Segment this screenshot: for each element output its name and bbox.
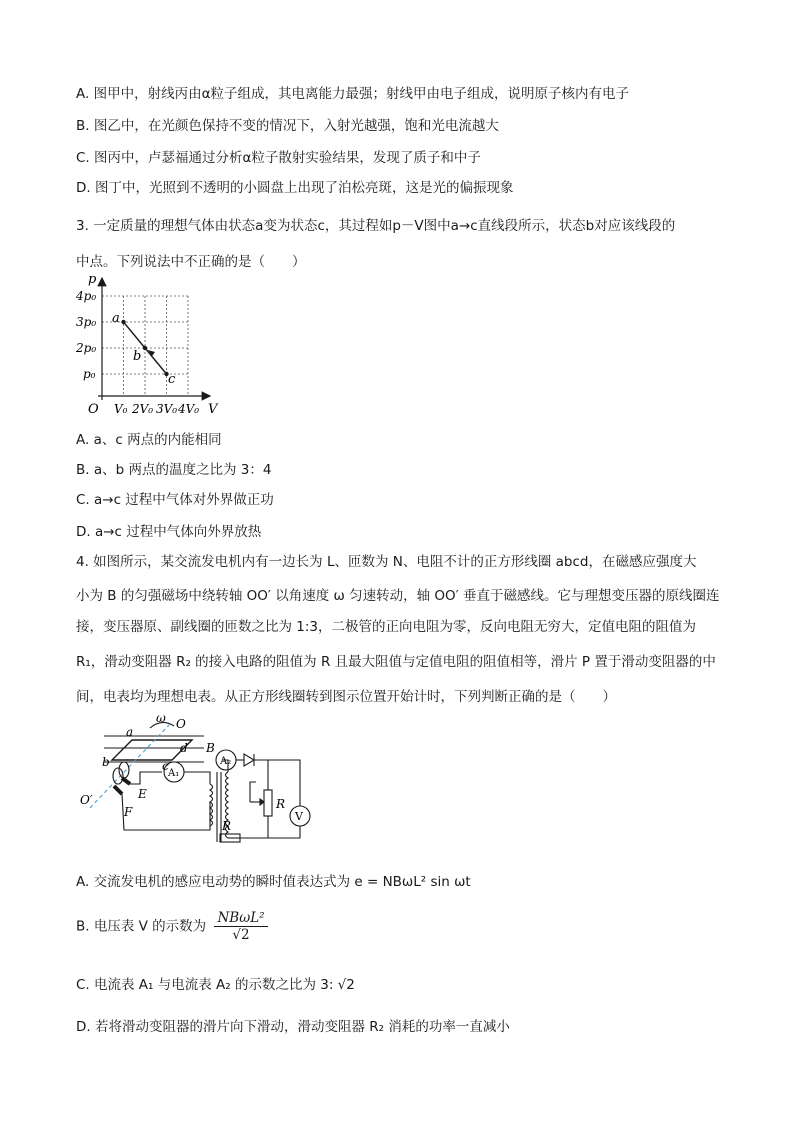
fraction-denominator: √2 — [232, 927, 250, 943]
q4-stem-line4: R₁，滑动变阻器 R₂ 的接入电路的阻值为 R 且最大阻值与定值电阻的阻值相等，滑片 P 置于滑动变阻器的中 — [76, 654, 716, 670]
wire — [228, 826, 300, 838]
svg-text:R: R — [222, 819, 232, 833]
point-a — [121, 320, 125, 324]
svg-text:d: d — [180, 741, 188, 755]
svg-text:V: V — [295, 810, 303, 823]
svg-text:O: O — [176, 717, 186, 731]
wire — [122, 794, 210, 830]
q4-stem-line1: 4. 如图所示，某交流发电机内有一边长为 L、匝数为 N、电阻不计的正方形线圈 abcd，在磁感应强度大 — [76, 554, 697, 570]
svg-text:B: B — [206, 741, 215, 755]
slip-ring — [119, 762, 129, 778]
point-b — [143, 346, 147, 350]
origin-label: O — [88, 402, 99, 417]
svg-text:A₁: A₁ — [168, 768, 180, 779]
wire — [130, 772, 162, 784]
v-axis-label: V — [208, 402, 218, 417]
pv-graph — [76, 270, 236, 422]
svg-text:R: R — [276, 797, 286, 811]
q4-option-b-prefix: B. 电压表 V 的示数为 — [76, 918, 207, 935]
x-tick: 4V₀ — [178, 402, 200, 416]
y-tick: 2p₀ — [76, 341, 97, 355]
y-tick: p₀ — [83, 367, 96, 381]
svg-text:E: E — [138, 787, 147, 801]
q4-option-b — [76, 910, 268, 943]
q3-option-c: C. a→c 过程中气体对外界做正功 — [76, 492, 274, 508]
q4-stem-line2: 小为 B 的匀强磁场中绕转轴 OO′ 以角速度 ω 匀速转动，轴 OO′ 垂直于磁感线。它与理想变压器的原线圈连 — [76, 588, 720, 604]
svg-text:A₂: A₂ — [220, 756, 232, 767]
fraction-numerator: NBωL² — [214, 910, 267, 927]
q2-option-b: B. 图乙中，在光颜色保持不变的情况下，入射光越强，饱和光电流越大 — [76, 118, 499, 134]
point-c-label: c — [168, 372, 176, 387]
svg-text:b: b — [102, 755, 110, 769]
q3-stem-line2: 中点。下列说法中不正确的是（ ） — [76, 254, 306, 270]
slip-ring — [113, 768, 123, 784]
svg-text:a: a — [126, 725, 134, 739]
q4-option-c: C. 电流表 A₁ 与电流表 A₂ 的示数之比为 3: √2 — [76, 977, 355, 993]
svg-text:F: F — [124, 805, 133, 819]
p-axis-label: p — [88, 272, 97, 287]
svg-text:ω: ω — [156, 712, 166, 725]
q3-option-b: B. a、b 两点的温度之比为 3：4 — [76, 462, 272, 478]
generator-circuit-diagram — [80, 712, 330, 848]
y-tick: 4p₀ — [76, 289, 97, 303]
wire — [250, 782, 256, 802]
point-a-label: a — [112, 311, 120, 326]
q2-option-d: D. 图丁中，光照到不透明的小圆盘上出现了泊松亮斑，这是光的偏振现象 — [76, 180, 514, 196]
point-b-label: b — [133, 349, 142, 364]
q4-option-b-fraction — [214, 910, 267, 943]
y-tick: 3p₀ — [76, 315, 97, 329]
diode — [244, 754, 254, 766]
x-tick: V₀ — [114, 402, 128, 416]
wire — [184, 772, 210, 784]
svg-text:O′: O′ — [80, 793, 93, 807]
q3-stem-line1: 3. 一定质量的理想气体由状态a变为状态c，其过程如p－V图中a→c直线段所示，状态b对应该线段的 — [76, 218, 676, 234]
q4-stem-line3: 接，变压器原、副线圈的匝数之比为 1:3，二极管的正向电阻为零，反向电阻无穷大，定值电阻的阻值为 — [76, 619, 697, 635]
brush-f — [114, 786, 122, 794]
q4-stem-line5: 间，电表均为理想电表。从正方形线圈转到图示位置开始计时，下列判断正确的是（ ） — [76, 689, 616, 705]
q4-option-a: A. 交流发电机的感应电动势的瞬时值表达式为 e = NBωL² sin ωt — [76, 874, 471, 890]
q3-option-a: A. a、c 两点的内能相同 — [76, 432, 222, 448]
q2-option-a: A. 图甲中，射线丙由α粒子组成，其电离能力最强；射线甲由电子组成，说明原子核内有电子 — [76, 86, 629, 102]
q3-option-d: D. a→c 过程中气体向外界放热 — [76, 524, 262, 540]
q2-option-c: C. 图丙中，卢瑟福通过分析α粒子散射实验结果，发现了质子和中子 — [76, 150, 481, 166]
x-tick: 3V₀ — [156, 402, 178, 416]
slide-rheostat-r2 — [264, 790, 272, 816]
brush-e — [122, 778, 130, 784]
svg-text:c: c — [162, 759, 169, 773]
x-tick: 2V₀ — [132, 402, 154, 416]
q4-option-d: D. 若将滑动变阻器的滑片向下滑动，滑动变阻器 R₂ 消耗的功率一直减小 — [76, 1019, 510, 1035]
